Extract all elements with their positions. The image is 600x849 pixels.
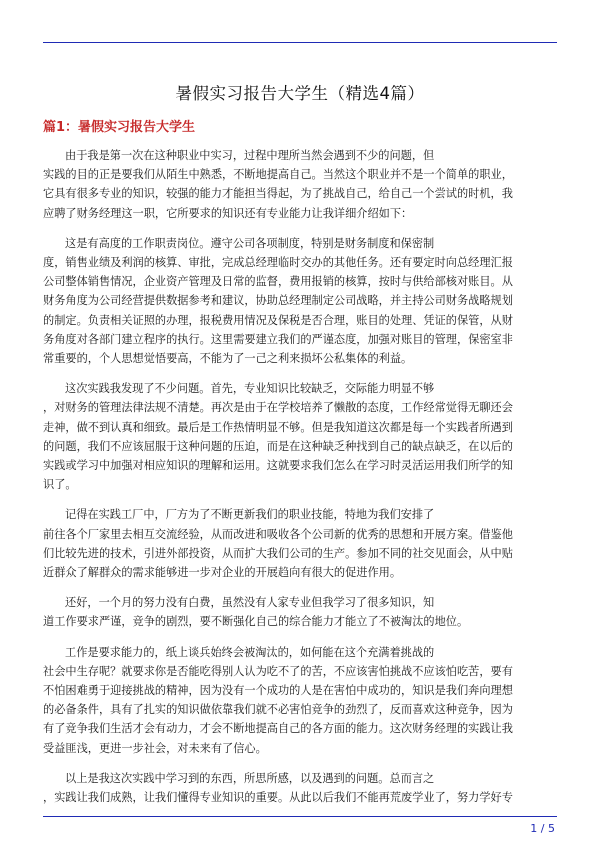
paragraph-line: 这是有高度的工作职责岗位。遵守公司各项制度，特别是财务制度和保密制 [65, 236, 435, 250]
paragraph-line: 有了竞争我们生活才会有动力，才会不断地提高自己的各方面的能力。这次财务经理的实践让我 [43, 722, 513, 736]
document-title: 暑假实习报告大学生（精选4篇） [175, 84, 425, 103]
paragraph-line: 常重要的，个人思想觉悟要高，不能为了一己之利来损坏公私集体的利益。 [43, 352, 413, 366]
paragraph-line: 道工作要求严谨，竞争的剧烈，要不断强化自己的综合能力才能立了不被淘汰的地位。 [43, 615, 469, 629]
paragraph [43, 643, 557, 758]
paragraph-line: 们比较先进的技术，引进外部投资，从而扩大我们公司的生产。参加不同的社交见面会，从中贴 [43, 546, 513, 560]
paragraph-line: 的制定。负责相关证照的办理，报税费用情况及保税是否合理，账目的处理、凭证的保管，从财 [43, 313, 513, 327]
paragraph-line: 近群众了解群众的需求能够进一步对企业的开展趋向有很大的促进作用。 [43, 566, 402, 580]
paragraph-line: 应聘了财务经理这一职，它所要求的知识还有专业能力让我详细介绍如下： [43, 206, 413, 220]
paragraph-line: 不怕困难勇于迎接挑战的精神，因为没有一个成功的人是在害怕中成功的，知识是我们奔向理想 [43, 684, 513, 698]
paragraph-line: 的问题，我们不应该屈服于这种问题的压迫，而是在这种缺乏种找到自己的缺点缺乏，在以后的 [43, 439, 513, 453]
paragraph-line: 实践或学习中加强对相应知识的理解和运用。这就要求我们怎么在学习时灵活运用我们所学的知 [43, 459, 513, 473]
paragraph-line: 由于我是第一次在这种职业中实习，过程中理所当然会遇到不少的问题，但 [65, 149, 435, 162]
paragraph-line: 的必备条件，具有了扎实的知识做依靠我们就不必害怕竞争的劲烈了，反而喜欢这种竞争，因为 [43, 703, 513, 717]
paragraph [43, 379, 557, 494]
paragraph-line: 实践的目的正是要我们从陌生中熟悉，不断地提高自己。当然这个职业并不是一个简单的职业， [43, 168, 513, 182]
paragraph-line: 走神，做不到认真和细致。最后是工作热情明显不够。但是我知道这次都是每一个实践者所遇到 [43, 420, 513, 434]
paragraph-line: 这次实践我发现了不少问题。首先，专业知识比较缺乏，交际能力明显不够 [65, 382, 435, 396]
paragraph [43, 593, 557, 631]
paragraph-line: 以上是我这次实践中学习到的东西，所思所感，以及遇到的问题。总而言之 [65, 771, 435, 785]
header-rule [43, 42, 557, 43]
paragraph-line: 社会中生存呢？就要求你是否能吃得别人认为吃不了的苦，不应该害怕挑战不应该怕吃苦，要有 [43, 664, 513, 678]
paragraph-line: ，实践让我们成熟，让我们懂得专业知识的重要。从此以后我们不能再荒废学业了，努力学好专 [43, 791, 513, 805]
page-indicator: 1 / 5 [530, 822, 555, 835]
paragraph-line: 务角度对各部门建立程序的执行。这里需要建立我们的严谨态度，加强对账目的管理，保密室非 [43, 332, 513, 346]
paragraph-line: 识了。 [43, 478, 77, 492]
paragraph-line: 前往各个厂家里去相互交流经验，从而改进和吸收各个公司新的优秀的思想和开展方案。借鉴他 [43, 527, 513, 541]
paragraph [43, 146, 557, 223]
footer-rule [43, 816, 557, 817]
paragraph-line: ，对财务的管理法律法规不清楚。再次是由于在学校培养了懒散的态度，工作经常觉得无聊还会 [43, 401, 513, 415]
paragraph-line: 记得在实践工厂中，厂方为了不断更新我们的职业技能，特地为我们安排了 [65, 508, 435, 522]
paragraph-line: 工作是要求能力的，纸上谈兵始终会被淘汰的，如何能在这个充满着挑战的 [65, 645, 435, 659]
paragraph-line: 受益匪浅，更进一步社会，对未来有了信心。 [43, 741, 267, 755]
paragraph-line: 它具有很多专业的知识，较强的能力才能担当得起，为了挑战自己，给自己一个尝试的时机，我 [43, 187, 513, 201]
paragraph-line: 还好，一个月的努力没有白费，虽然没有人家专业但我学习了很多知识，知 [65, 596, 435, 610]
document-body [43, 146, 557, 818]
section-heading: 篇1：暑假实习报告大学生 [43, 120, 196, 135]
paragraph [43, 769, 557, 807]
paragraph-line: 财务角度为公司经营提供数据参考和建议，协助总经理制定公司战略，并主持公司财务战略规划 [43, 294, 513, 308]
paragraph [43, 505, 557, 582]
paragraph [43, 234, 557, 368]
paragraph-line: 公司整体销售情况，企业资产管理及日常的监督，费用报销的核算，按时与供给部核对账目。从 [43, 275, 513, 289]
paragraph-line: 度，销售业绩及利润的核算、审批，完成总经理临时交办的其他任务。还有要定时向总经理汇报 [43, 256, 513, 270]
